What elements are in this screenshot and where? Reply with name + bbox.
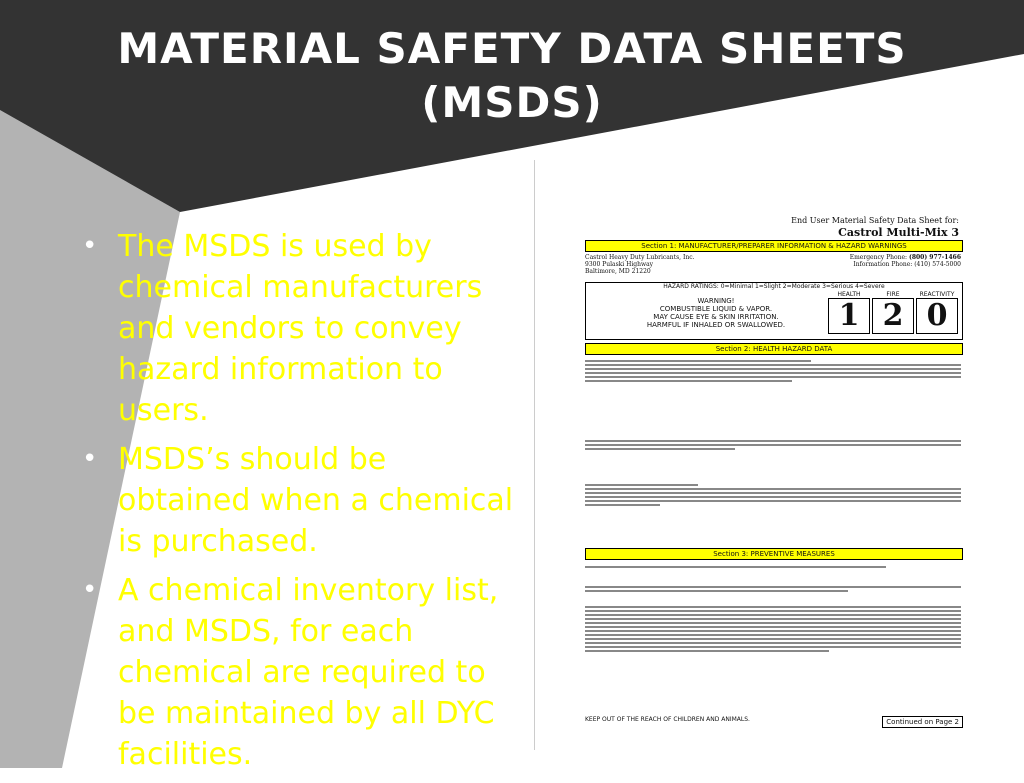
msds-continue-box: Continued on Page 2	[882, 716, 963, 728]
msds-section2-bar: Section 2: HEALTH HAZARD DATA	[585, 343, 963, 355]
msds-section3-bar: Section 3: PREVENTIVE MEASURES	[585, 548, 963, 560]
msds-reactivity-value: 0	[916, 298, 958, 334]
bullet-icon: •	[82, 575, 98, 605]
msds-reactivity-label: REACTIVITY	[919, 291, 955, 298]
msds-body-text-6	[585, 604, 961, 654]
msds-emergency-label: Emergency Phone:	[849, 254, 908, 261]
msds-body-text-1	[585, 358, 961, 384]
msds-warning-line: HARMFUL IF INHALED OR SWALLOWED.	[646, 321, 786, 329]
msds-body-text-4	[585, 564, 961, 570]
msds-address2: Baltimore, MD 21220	[585, 268, 651, 275]
msds-hazard-box	[585, 282, 963, 340]
msds-document-image	[534, 160, 1007, 750]
slide-title	[0, 22, 1024, 130]
msds-body-text-3	[585, 482, 961, 508]
msds-emergency-phone: (800) 977-1466	[908, 254, 961, 261]
bullet-item	[82, 439, 522, 562]
slide-title-line1: MATERIAL SAFETY DATA SHEETS	[117, 24, 907, 73]
msds-body-text-5	[585, 584, 961, 594]
msds-hazard-ratings: HAZARD RATINGS: 0=Minimal 1=Slight 2=Moderate 3=Serious 4=Severe	[663, 283, 885, 290]
msds-body-text-2	[585, 438, 961, 452]
msds-info-phone: (410) 574-5000	[914, 261, 961, 268]
msds-warning-line: COMBUSTIBLE LIQUID & VAPOR.	[659, 305, 773, 313]
bullet-icon: •	[82, 444, 98, 474]
msds-fire-label: FIRE	[886, 291, 900, 298]
bullet-icon: •	[82, 231, 98, 261]
bullet-text: The MSDS is used by chemical manufacturers and vendors to convey hazard information to users.	[118, 229, 483, 428]
msds-warning-line: MAY CAUSE EYE & SKIN IRRITATION.	[653, 313, 779, 321]
msds-product-name: Castrol Multi-Mix 3	[838, 226, 959, 239]
msds-warning-block	[616, 297, 816, 329]
bullet-item	[82, 570, 522, 775]
msds-section1-bar: Section 1: MANUFACTURER/PREPARER INFORMATION & HAZARD WARNINGS	[585, 240, 963, 252]
msds-hazard-numbers	[826, 291, 958, 334]
msds-fire-value: 2	[872, 298, 914, 334]
slide-title-line2: (MSDS)	[421, 78, 603, 127]
msds-warning: WARNING!	[697, 297, 735, 305]
bullet-text: MSDS’s should be obtained when a chemical is purchased.	[118, 442, 514, 559]
msds-keep-out: KEEP OUT OF THE REACH OF CHILDREN AND ANIMALS.	[585, 716, 750, 723]
msds-header-small: End User Material Safety Data Sheet for:	[791, 216, 959, 225]
bullet-text: A chemical inventory list, and MSDS, for each chemical are required to be maintained by all DYC facilities.	[118, 573, 499, 772]
bullet-list	[82, 226, 522, 783]
msds-address1: 9300 Pulaski Highway	[585, 261, 654, 268]
msds-health-value: 1	[828, 298, 870, 334]
msds-company: Castrol Heavy Duty Lubricants, Inc.	[585, 254, 695, 261]
bullet-item	[82, 226, 522, 431]
msds-health-label: HEALTH	[837, 291, 861, 298]
msds-company-block	[585, 254, 961, 275]
msds-info-label: Information Phone:	[853, 261, 913, 268]
